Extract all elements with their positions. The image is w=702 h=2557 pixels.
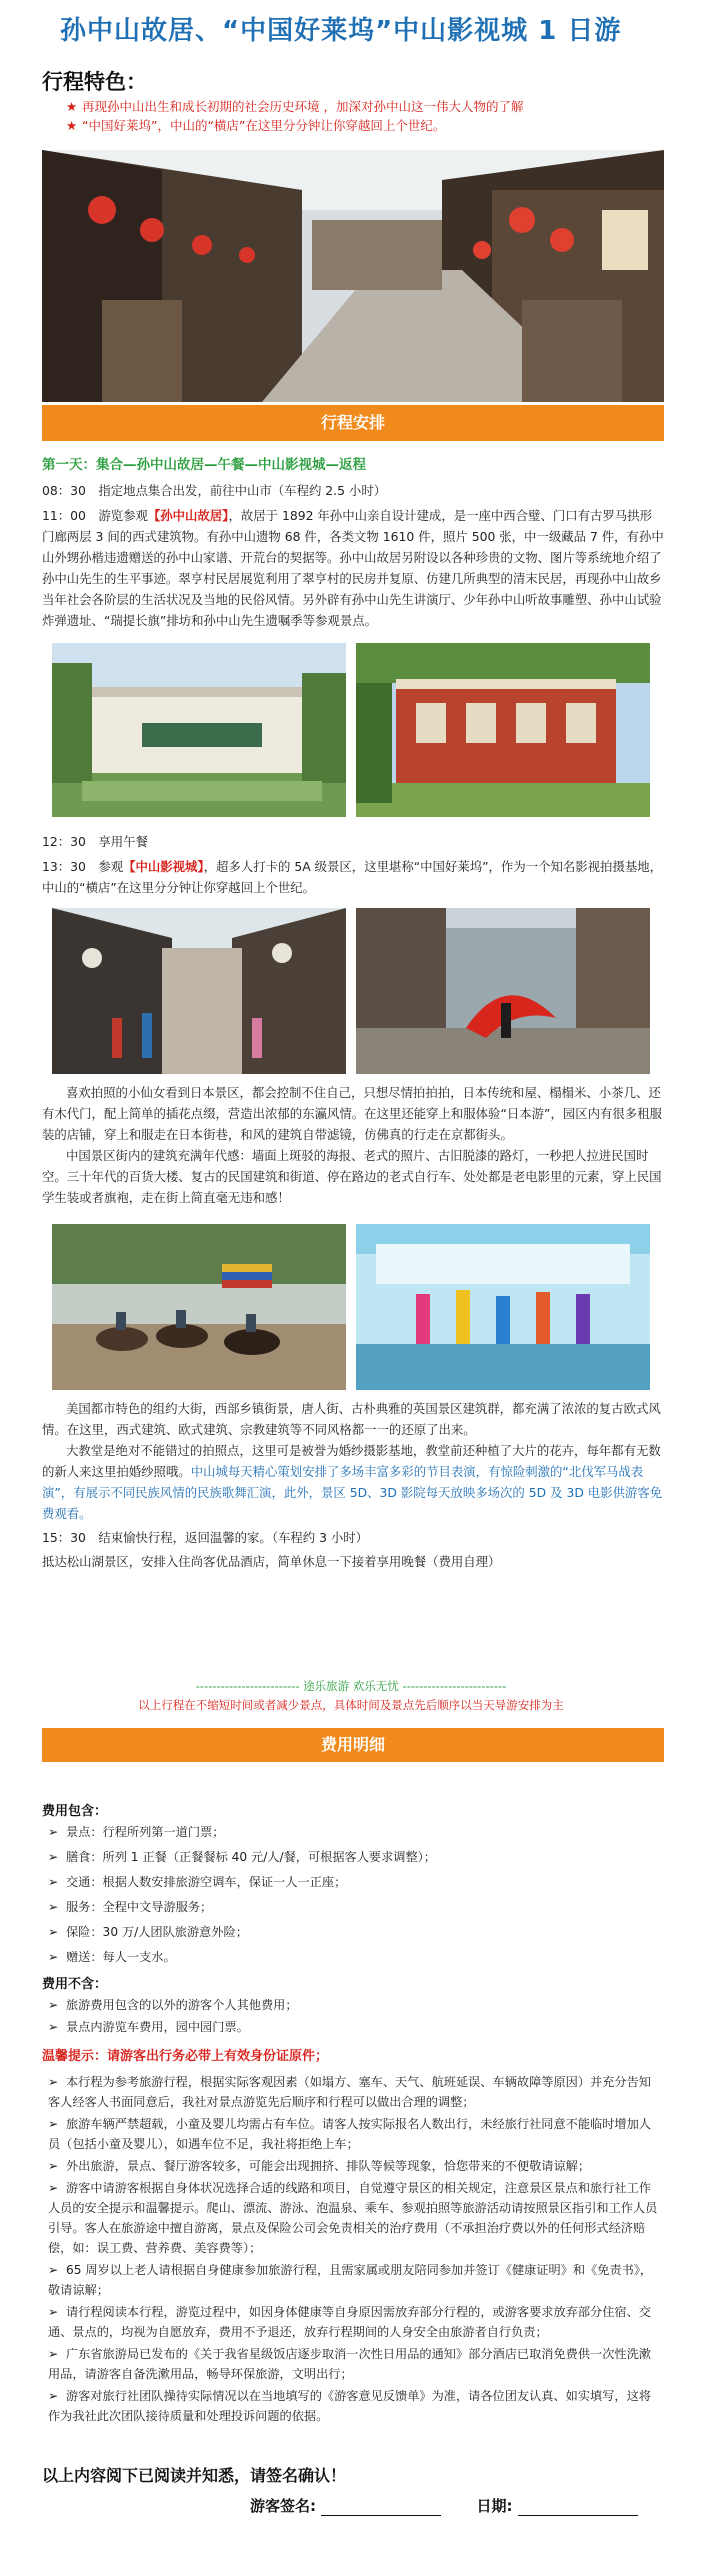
arrow-icon: ➢ [48, 2117, 59, 2131]
arrow-icon: ➢ [48, 1850, 59, 1864]
day-title: 第一天：集合—孙中山故居—午餐—中山影视城—返程 [42, 457, 366, 473]
arrow-icon: ➢ [48, 2389, 59, 2403]
fee-exclude-item: ➢ 旅游费用包含的以外的游客个人其他费用； [48, 1995, 660, 2015]
confirm-statement: 以上内容阅下已阅读并知悉，请签名确认！ [42, 2466, 347, 2485]
residence-gate-photo [52, 643, 346, 817]
fee-include-item: ➢ 服务：全程中文导游服务； [48, 1897, 660, 1917]
warning-item: ➢ 广东省旅游局已发布的《关于我省星级饭店逐步取消一次性日用品的通知》部分酒店已取消免费供一次性洗漱用品，请游客自备洗漱用品，畅导环保旅游，文明出行； [48, 2344, 660, 2384]
schedule-return: 15：30 结束愉快行程，返回温馨的家。（车程约 3 小时） [42, 1530, 369, 1545]
schedule-notice: 以上行程在不缩短时间或者减少景点，具体时间及景点先后顺序以当天导游安排为主 [138, 1698, 564, 1712]
fee-exclude-heading: 费用不含： [42, 1977, 108, 1992]
horse-show-photo [52, 1224, 346, 1390]
schedule-lunch: 12：30 享用午餐 [42, 834, 148, 849]
arrow-icon: ➢ [48, 2305, 59, 2319]
schedule-sun-residence: 11：00 游览参观【孙中山故居】，故居于 1892 年孙中山亲自设计建成，是一座中西合璧、门口有古罗马拱形门廊两层 3 间的西式建筑物。有孙中山遗物 68 件，各类文物 1610 件，照片 500 张，中一级藏品 7 件，有孙中山外甥孙楷违遗赠送的孙中山家谱、开荒台的契据等。孙中山故居另附设以各种珍贵的文物、图片等系统地介绍了孙中山先生的生平事迹。翠亨村民居展览利用了翠亨村的民房并复原、仿建几所典型的清末民居，再现孙中山故乡当年社会各阶层的生活状况及当地的民俗风情。另外辟有孙中山先生讲演厅、少年孙中山听故事雕塑、孙中山试验炸弹遗址、“瑞提长旗”排坊和孙中山先生遗嘱季等参观景点。 [42, 508, 664, 628]
star-icon: ★ [66, 99, 78, 114]
feature-item: ★ 再现孙中山出生和成长初期的社会历史环境 ，加深对孙中山这一伟大人物的了解 [66, 99, 524, 114]
arrow-icon: ➢ [48, 2159, 59, 2173]
arrow-icon: ➢ [48, 2075, 59, 2089]
date-label: 日期: [476, 2497, 513, 2515]
hero-street-photo [42, 150, 664, 402]
arrow-icon: ➢ [48, 2263, 59, 2277]
warning-item: ➢ 游客对旅行社团队操待实际情况以在当地填写的《游客意见反馈单》为准，请各位团友认真、如实填写，这将作为我社此次团队接待质量和处理投诉问题的依据。 [48, 2386, 660, 2426]
fee-section-bar: 费用明细 [42, 1728, 664, 1762]
japanese-street-photo [52, 908, 346, 1074]
fee-include-item: ➢ 赠送：每人一支水。 [48, 1947, 660, 1967]
arrow-icon: ➢ [48, 1998, 59, 2012]
fee-include-item: ➢ 膳食：所列 1 正餐（正餐餐标 40 元/人/餐，可根据客人要求调整）； [48, 1847, 660, 1867]
japan-area-text: 喜欢拍照的小仙女看到日本景区，都会控制不住自己，只想尽情拍拍拍，日本传统和屋、榻榻米、小茶几、还有木代门，配上简单的插花点缀，营造出浓郁的东瀛风情。在这里还能穿上和服体验“日本游”，园区内有很多租服装的店铺，穿上和服走在日本街巷，和风的建筑自带滤镜，仿佛真的行走在京都街头。 [42, 1085, 662, 1142]
itinerary-section-bar: 行程安排 [42, 405, 664, 441]
warning-heading: 温馨提示：请游客出行务必带上有效身份证原件； [42, 2049, 329, 2064]
fee-include-item: ➢ 保险：30 万/人团队旅游意外险； [48, 1922, 660, 1942]
arrow-icon: ➢ [48, 1825, 59, 1839]
arrow-icon: ➢ [48, 2181, 59, 2195]
schedule-film-city: 13：30 参观【中山影视城】，超多人打卡的 5A 级景区，这里堪称“中国好莱坞”，作为一个知名影视拍摄基地，中山的“横店”在这里分分钟让你穿越回上个世纪。 [42, 859, 663, 895]
warning-item: ➢ 旅游车辆严禁超载，小童及婴儿均需占有车位。请客人按实际报名人数出行，未经旅行社同意不能临时增加人员（包括小童及婴儿），如遇车位不足，我社将拒绝上车； [48, 2114, 660, 2154]
signature-line[interactable] [321, 2501, 441, 2516]
fee-include-item: ➢ 景点：行程所列第一道门票； [48, 1822, 660, 1842]
warning-item: ➢ 请行程阅读本行程，游览过程中，如因身体健康等自身原因需放弃部分行程的，或游客要求放弃部分住宿、交通、景点的，均视为自愿放弃，费用不予退还，放弃行程期间的人身安全由旅游者自行负责； [48, 2302, 660, 2342]
fee-include-heading: 费用包含： [42, 1804, 108, 1819]
date-line[interactable] [518, 2501, 638, 2516]
page-title: 孙中山故居、“中国好莱坞”中山影视城 1 日游 [60, 16, 622, 46]
arrow-icon: ➢ [48, 1950, 59, 1964]
arrow-icon: ➢ [48, 2347, 59, 2361]
china-area-text: 中国景区街内的建筑充满年代感：墙面上斑驳的海报、老式的照片、古旧脱漆的路灯，一秒把人拉进民国时空。三十年代的百货大楼、复古的民国建筑和街道、停在路边的老式自行车、处处都是老电影里的元素，穿上民国学生装或者旗袍，走在街上简直毫无违和感！ [42, 1148, 662, 1205]
stage-show-photo [356, 1224, 650, 1390]
warning-item: ➢ 外出旅游，景点、餐厅游客较多，可能会出现拥挤、排队等候等现象，恰您带来的不便敬请谅解； [48, 2156, 660, 2176]
arrow-icon: ➢ [48, 2020, 59, 2034]
schedule-hotel: 抵达松山湖景区，安排入住尚客优品酒店，简单休息一下接着享用晚餐（费用自理） [42, 1554, 501, 1569]
arrow-icon: ➢ [48, 1875, 59, 1889]
warning-item: ➢ 游客中请游客根据自身体状况选择合适的线路和项目，自觉遵守景区的相关规定，注意景区景点和旅行社工作人员的安全提示和温馨提示。爬山、漂流、游泳、泡温泉、乘车、参观拍照等旅游活动请按照景区指引和工作人员引导。客人在旅游途中擅自游离，景点及保险公司会免责相关的治疗费用（不承担治疗费以外的任何形式经济赔偿，如：误工费、营养费、美容费等）； [48, 2178, 660, 2258]
star-icon: ★ [66, 118, 78, 133]
warning-item: ➢ 65 周岁以上老人请根据自身健康参加旅游行程，且需家属或朋友陪同参加并签订《健康证明》和《免责书》，敬请谅解； [48, 2260, 660, 2300]
performance-photo [356, 908, 650, 1074]
residence-building-photo [356, 643, 650, 817]
fee-include-item: ➢ 交通：根据人数安排旅游空调车，保证一人一正座； [48, 1872, 660, 1892]
feature-item: ★ “中国好莱坞”，中山的“横店”在这里分分钟让你穿越回上个世纪。 [66, 118, 446, 133]
arrow-icon: ➢ [48, 1925, 59, 1939]
western-area-text: 美国都市特色的组约大街，西部乡镇街景，唐人街、古朴典雅的英国景区建筑群，都充满了浓浓的复古欧式风情。在这里，西式建筑、欧式建筑、宗教建筑等不同风格都一一的还原了出来。 [42, 1401, 661, 1437]
features-heading: 行程特色： [42, 70, 147, 94]
signature-row [250, 2495, 668, 2516]
warning-item: ➢ 本行程为参考旅游行程，根据实际客观因素（如塌方、塞车、天气、航班延误、车辆故障等原因）并充分告知客人经客人书面同意后，我社对景点游览先后顺序和行程可以做出合理的调整； [48, 2072, 660, 2112]
church-text: 大教堂是绝对不能错过的拍照点，这里可是被誉为婚纱摄影基地，教堂前还种植了大片的花卉，每年都有无数的新人来这里拍婚纱照哦。中山城每天精心策划安排了多场丰富多彩的节目表演，有惊险刺激的“北伐军马战表演”，有展示不同民族风情的民族歌舞汇演，此外，景区 5D、3D 影院每天放映多场次的 5D 及 3D 电影供游客免费观看。 [42, 1443, 663, 1521]
fee-exclude-item: ➢ 景点内游览车费用，园中园门票。 [48, 2017, 660, 2037]
signature-label: 游客签名: [250, 2497, 316, 2515]
schedule-depart: 08：30 指定地点集合出发，前往中山市（车程约 2.5 小时） [42, 483, 387, 498]
tagline: ------------------------- 途乐旅游 欢乐无忧 ------------------------- [195, 1679, 507, 1693]
arrow-icon: ➢ [48, 1900, 59, 1914]
